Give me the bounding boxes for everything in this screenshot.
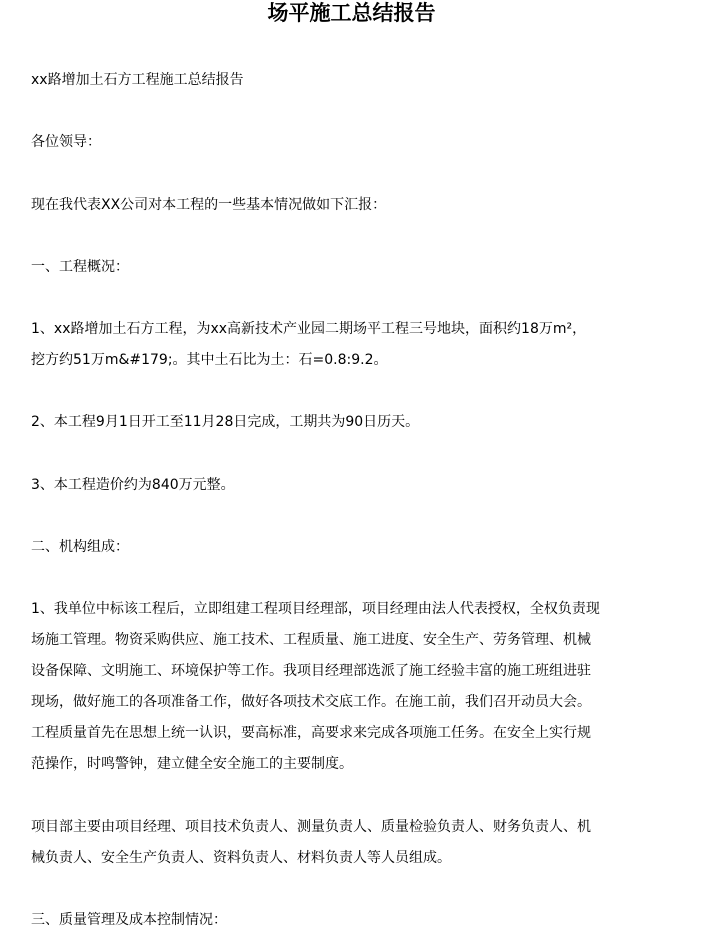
section1-item1: [31, 314, 676, 376]
paragraph-line: 设备保障、文明施工、环境保护等工作。我项目经理部选派了施工经验丰富的施工班组进驻: [31, 663, 591, 679]
section2-heading: 二、机构组成：: [31, 539, 129, 555]
salutation: 各位领导：: [31, 134, 101, 150]
report-subtitle: xx路增加土石方工程施工总结报告: [31, 72, 244, 88]
section1-heading: 一、工程概况：: [31, 259, 129, 275]
paragraph-line: 械负责人、安全生产负责人、资料负责人、材料负责人等人员组成。: [31, 850, 451, 866]
paragraph-line: 项目部主要由项目经理、项目技术负责人、测量负责人、质量检验负责人、财务负责人、机: [31, 819, 591, 835]
document-title: 场平施工总结报告: [267, 0, 436, 25]
intro-paragraph: 现在我代表XX公司对本工程的一些基本情况做如下汇报：: [31, 197, 387, 213]
section1-item3: 3、本工程造价约为840万元整。: [31, 477, 235, 493]
section3-heading: 三、质量管理及成本控制情况：: [31, 912, 227, 928]
section2-composition: [31, 812, 676, 874]
paragraph-line: 范操作，时鸣警钟，建立健全安全施工的主要制度。: [31, 756, 353, 772]
section2-item1: [31, 594, 676, 780]
paragraph-line: 现场，做好施工的各项准备工作，做好各项技术交底工作。在施工前，我们召开动员大会。: [31, 694, 591, 710]
paragraph-line: 挖方约51万m&#179;。其中土石比为土：石=0.8:9.2。: [31, 352, 388, 368]
paragraph-line: 1、我单位中标该工程后，立即组建工程项目经理部，项目经理由法人代表授权，全权负责现: [31, 601, 600, 617]
paragraph-line: 1、xx路增加土石方工程，为xx高新技术产业园二期场平工程三号地块，面积约18万m²，: [31, 321, 587, 337]
paragraph-line: 工程质量首先在思想上统一认识，要高标准，高要求来完成各项施工任务。在安全上实行规: [31, 725, 591, 741]
paragraph-line: 场施工管理。物资采购供应、施工技术、工程质量、施工进度、安全生产、劳务管理、机械: [31, 632, 591, 648]
section1-item2: 2、本工程9月1日开工至11月28日完成，工期共为90日历天。: [31, 414, 420, 430]
